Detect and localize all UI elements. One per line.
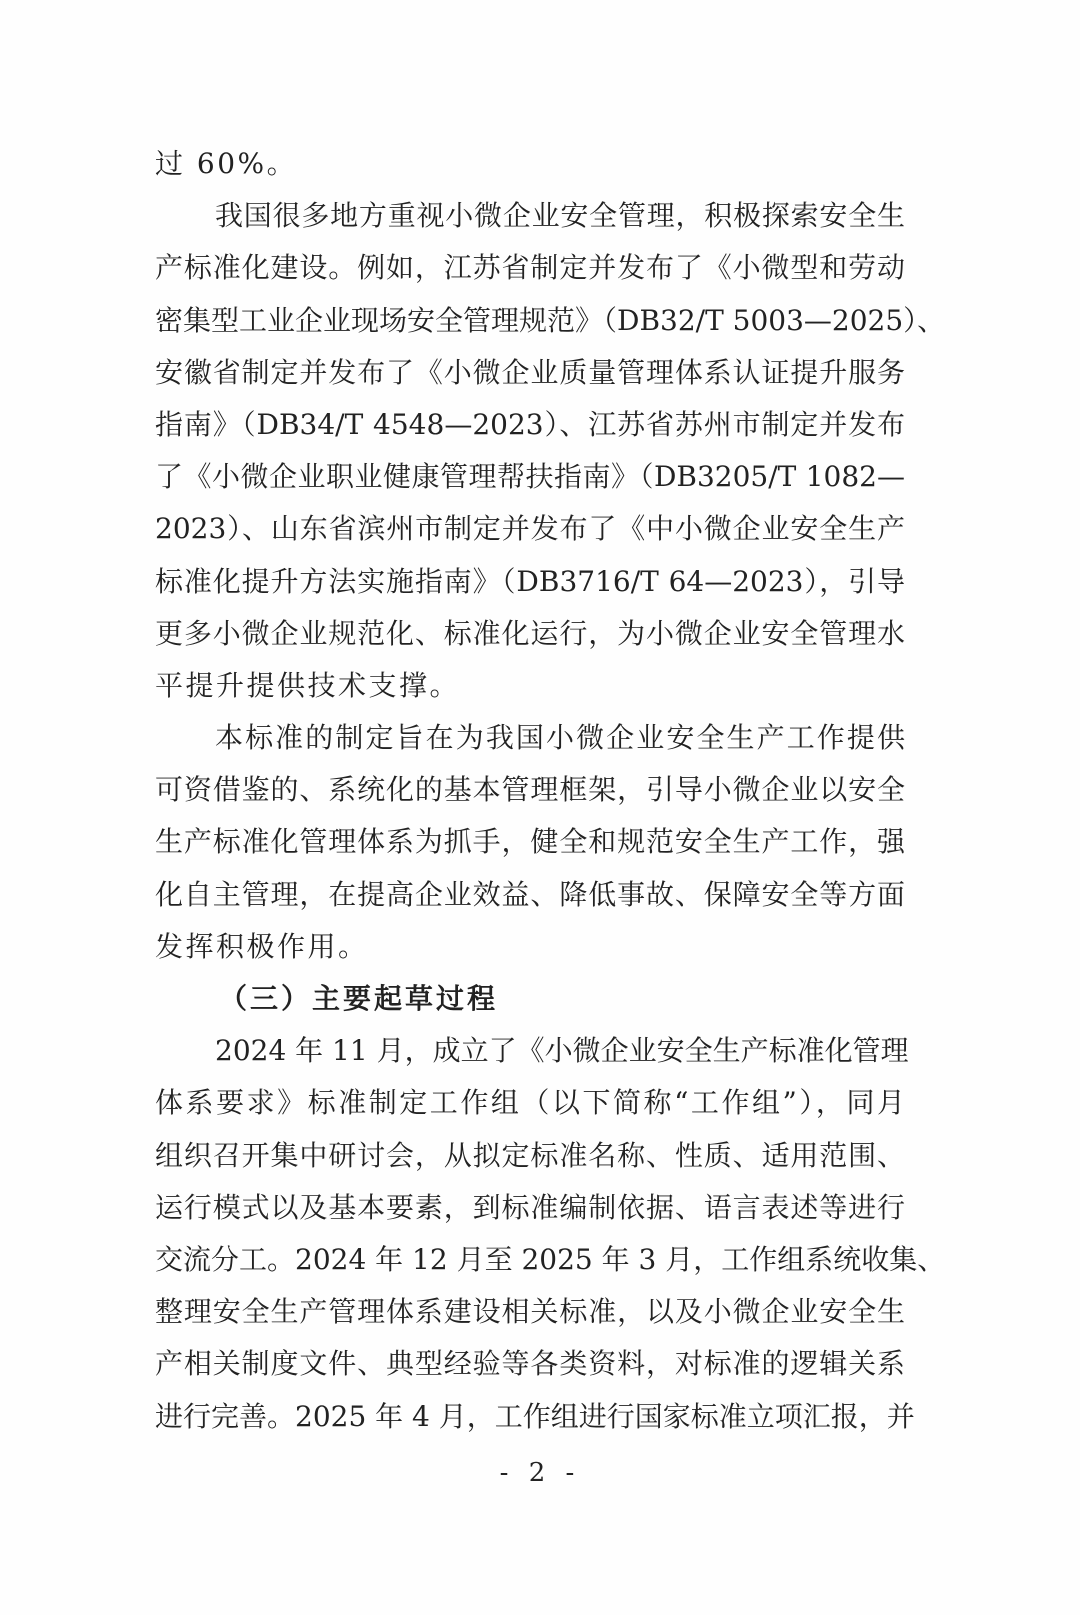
- text-line: 运行模式以及基本要素，到标准编制依据、语言表述等进行: [155, 1190, 905, 1224]
- text-line: 体系要求》标准制定工作组（以下简称“工作组”），同月: [155, 1086, 905, 1120]
- text-line: 更多小微企业规范化、标准化运行，为小微企业安全管理水: [155, 616, 905, 650]
- text-line: 2023）、山东省滨州市制定并发布了《中小微企业安全生产: [155, 512, 905, 546]
- text-line: 过 60%。: [155, 147, 298, 180]
- page-number: - 2 -: [499, 1458, 581, 1488]
- text-line: 化自主管理，在提高企业效益、降低事故、保障安全等方面: [155, 877, 905, 911]
- text-line: 标准化提升方法实施指南》（DB3716/T 64—2023），引导: [155, 564, 905, 598]
- text-line: 生产标准化管理体系为抓手，健全和规范安全生产工作，强: [155, 825, 905, 859]
- section-heading: （三）主要起草过程: [219, 982, 499, 1015]
- text-line: 组织召开集中研讨会，从拟定标准名称、性质、适用范围、: [155, 1138, 905, 1172]
- text-line: 安徽省制定并发布了《小微企业质量管理体系认证提升服务: [155, 355, 905, 389]
- text-line: 交流分工。2024 年 12 月至 2025 年 3 月，工作组系统收集、: [155, 1242, 946, 1276]
- paragraph-first-line: 本标准的制定旨在为我国小微企业安全生产工作提供: [215, 721, 905, 755]
- text-line: 平提升提供技术支撑。: [155, 668, 461, 702]
- text-line: 可资借鉴的、系统化的基本管理框架，引导小微企业以安全: [155, 773, 905, 807]
- text-line: 发挥积极作用。: [155, 929, 369, 963]
- paragraph-first-line: 2024 年 11 月，成立了《小微企业安全生产标准化管理: [215, 1034, 909, 1068]
- text-line: 产标准化建设。例如，江苏省制定并发布了《小微型和劳动: [155, 251, 905, 285]
- text-line: 了《小微企业职业健康管理帮扶指南》（DB3205/T 1082—: [155, 460, 905, 494]
- text-line: 密集型工业企业现场安全管理规范》（DB32/T 5003—2025）、: [155, 303, 946, 337]
- text-line: 整理安全生产管理体系建设相关标准，以及小微企业安全生: [155, 1295, 905, 1329]
- body-text: [155, 138, 946, 1443]
- text-line: 指南》（DB34/T 4548—2023）、江苏省苏州市制定并发布: [155, 407, 905, 441]
- text-line: 产相关制度文件、典型经验等各类资料，对标准的逻辑关系: [155, 1347, 905, 1381]
- text-line: 进行完善。2025 年 4 月，工作组进行国家标准立项汇报，并: [155, 1399, 915, 1433]
- paragraph-first-line: 我国很多地方重视小微企业安全管理，积极探索安全生: [215, 199, 905, 233]
